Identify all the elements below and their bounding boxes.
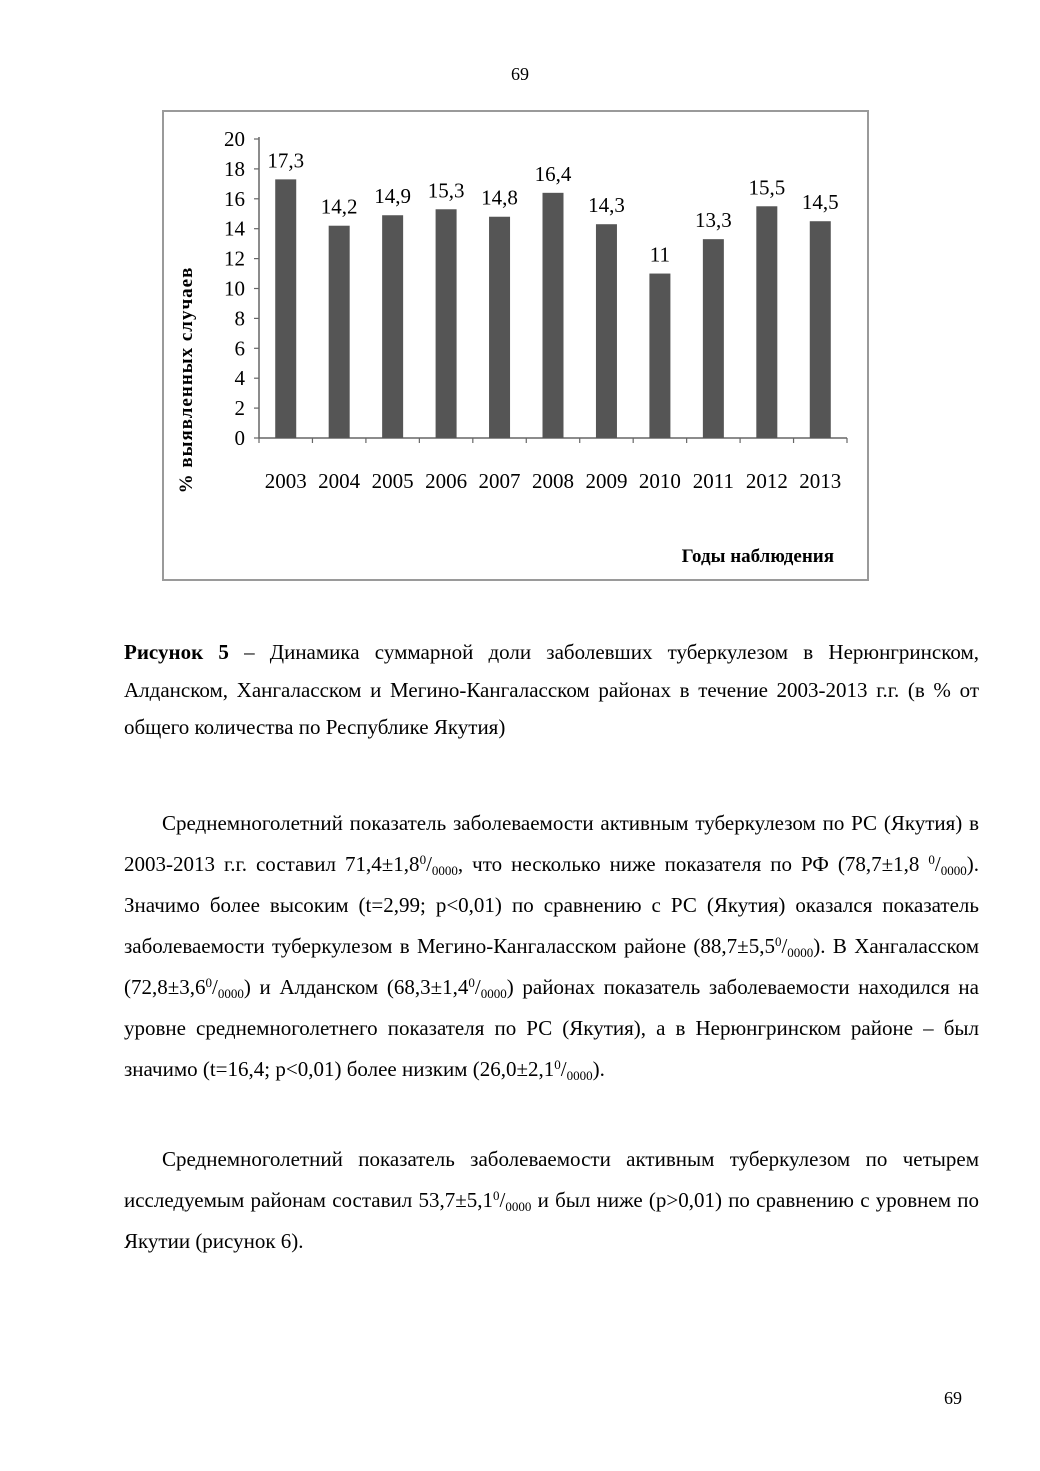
p1-text-7: ). <box>592 1057 605 1081</box>
bar <box>329 226 350 438</box>
y-tick-label: 0 <box>234 426 245 450</box>
x-tick-label: 2007 <box>478 469 521 493</box>
unit-slash: / <box>560 1057 567 1081</box>
y-tick-label: 20 <box>224 127 245 151</box>
x-tick-label: 2011 <box>692 469 734 493</box>
data-label: 11 <box>649 242 671 267</box>
x-tick-label: 2003 <box>264 469 307 493</box>
page-number-bottom: 69 <box>944 1388 962 1408</box>
x-tick-label: 2008 <box>532 469 574 493</box>
bar <box>436 209 457 438</box>
bar <box>756 206 777 438</box>
bar <box>649 274 670 438</box>
y-tick-label: 10 <box>224 276 245 301</box>
paragraph-1 <box>124 803 979 1090</box>
p1-text-1: Среднемноголетний показатель заболеваемости активным туберкулезом по РС (Якутия) в 2003-2013 г.г. составил 71,4±1,8 <box>124 811 979 876</box>
paragraph-2 <box>124 1139 979 1262</box>
data-label: 14,9 <box>374 184 412 209</box>
page-number-top: 69 <box>511 64 529 84</box>
figure-caption <box>124 634 979 747</box>
bar <box>703 239 724 438</box>
p1-text-6: ) районах показатель заболеваемости находился на уровне среднемноголетнего показателя по РС (Якутия), а в Нерюнгринском районе – был значимо (t=16,4; p<0,01) более низким (26,0±2,1 <box>124 975 979 1081</box>
unit-sup: 0 <box>419 852 427 867</box>
unit-sup: 0 <box>774 934 782 949</box>
unit-slash: / <box>426 852 432 876</box>
p2-text-1: Среднемноголетний показатель заболеваемости активным туберкулезом по четырем исследуемым районам составил 53,7±5,1 <box>124 1147 979 1212</box>
bar <box>543 193 564 438</box>
p2-text-2: и был ниже (p>0,01) по сравнению с уровнем по Якутии (рисунок 6). <box>124 1188 979 1253</box>
unit-slash: / <box>781 934 788 958</box>
unit-sup: 0 <box>468 975 475 990</box>
unit-sub: 0000 <box>431 863 458 878</box>
x-tick-label: 2006 <box>425 469 468 493</box>
data-label: 15,3 <box>427 178 465 203</box>
unit-sup: 0 <box>205 975 213 990</box>
unit-sup: 0 <box>928 852 935 867</box>
p1-text-4: ). В Хангаласском (72,8±3,6 <box>124 934 980 999</box>
y-tick-label: 8 <box>234 306 245 331</box>
unit-sub: 0000 <box>787 945 814 960</box>
x-tick-label: 2009 <box>585 469 628 493</box>
x-tick-label: 2013 <box>799 469 842 493</box>
p1-text-5: ) и Алданском (68,3±1,4 <box>243 975 469 999</box>
x-tick-label: 2004 <box>318 469 361 493</box>
bar <box>489 217 510 438</box>
data-label: 14,2 <box>320 194 358 219</box>
bar <box>596 224 617 438</box>
unit-slash: / <box>212 975 218 999</box>
y-tick-label: 16 <box>224 186 245 211</box>
x-tick-label: 2005 <box>371 469 414 493</box>
y-tick-label: 2 <box>234 396 245 421</box>
x-axis-label: Годы наблюдения <box>681 546 834 567</box>
x-tick-label: 2012 <box>745 469 788 493</box>
y-tick-label: 6 <box>234 336 245 361</box>
unit-sup: 0 <box>554 1057 561 1072</box>
unit-slash: / <box>499 1188 506 1212</box>
y-tick-label: 4 <box>234 366 245 391</box>
unit-sub: 0000 <box>566 1068 593 1083</box>
data-label: 14,3 <box>588 193 625 218</box>
caption-text: – Динамика суммарной доли заболевших туберкулезом в Нерюнгринском, Алданском, Хангаласском и Мегино-Кангаласском районах в течение 2003-2013 г.г. (в % от общего количества по Республике Якутия) <box>124 640 979 739</box>
bar-chart <box>162 110 870 582</box>
unit-sup: 0 <box>493 1188 500 1203</box>
data-label: 14,5 <box>801 190 839 215</box>
y-tick-label: 18 <box>224 156 245 181</box>
caption-label: Рисунок 5 <box>124 640 229 664</box>
p1-text-3: ). Значимо более высоким (t=2,99; p<0,01) по сравнению с РС (Якутия) оказался показатель заболеваемости туберкулезом в Мегино-Кангаласском районе (88,7±5,5 <box>124 852 979 958</box>
x-tick-label: 2010 <box>638 469 681 493</box>
bar <box>810 221 831 438</box>
data-label: 16,4 <box>534 161 572 186</box>
unit-sub: 0000 <box>480 986 507 1001</box>
data-label: 14,8 <box>481 185 518 210</box>
p1-text-2: , что несколько ниже показателя по РФ (78,7±1,8 <box>457 852 929 876</box>
unit-sub: 0000 <box>505 1199 532 1214</box>
data-label: 13,3 <box>694 208 732 233</box>
bar <box>382 215 403 438</box>
y-axis-label: % выявленных случаев <box>176 266 197 494</box>
unit-slash: / <box>934 852 941 876</box>
unit-sub: 0000 <box>217 986 244 1001</box>
data-label: 17,3 <box>267 148 305 173</box>
unit-slash: / <box>474 975 481 999</box>
y-tick-label: 14 <box>224 216 245 241</box>
data-label: 15,5 <box>748 175 786 200</box>
bar <box>275 179 296 438</box>
unit-sub: 0000 <box>940 863 967 878</box>
y-tick-label: 12 <box>224 246 245 271</box>
